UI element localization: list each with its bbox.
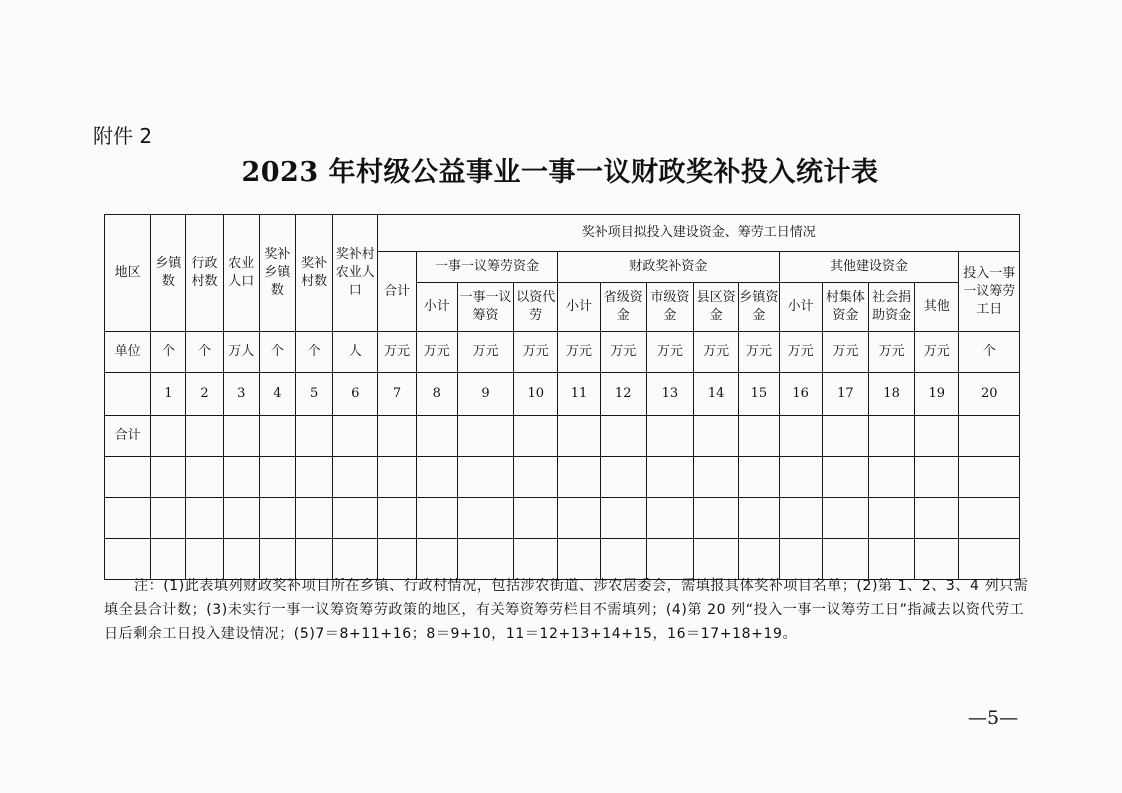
header-group-main: 奖补项目拟投入建设资金、筹劳工日情况 bbox=[378, 215, 1020, 252]
table-note: 注：(1)此表填列财政奖补项目所在乡镇、行政村情况，包括涉农街道、涉农居委会，需填报具体奖补项目名单；(2)第 1、2、3、4 列只需填全县合计数；(3)未实行一事一议筹资筹劳政策的地区，有关筹资筹劳栏目不需填列；(4)第 20 列“投入一事一议筹劳工日”指减去以资代劳工日后剩余工日投入建设情况；(5)7＝8+11+16；8＝9+10，11＝12+13+14+15，16＝17+18+19。 bbox=[104, 578, 1029, 642]
total-row-label: 合计 bbox=[105, 416, 151, 457]
header-group-qita: 其他建设资金 bbox=[779, 252, 959, 283]
header-city-funds: 市级资金 bbox=[646, 283, 693, 332]
header-group-czjb: 财政奖补资金 bbox=[558, 252, 779, 283]
column-number: 5 bbox=[295, 373, 332, 416]
units-row bbox=[105, 332, 1020, 373]
column-number: 15 bbox=[739, 373, 779, 416]
unit-cell: 万元 bbox=[822, 332, 868, 373]
statistics-table bbox=[104, 214, 1020, 580]
header-admin-villages: 行政村数 bbox=[186, 215, 223, 332]
page-title: 2023 年村级公益事业一事一议财政奖补投入统计表 bbox=[241, 157, 879, 188]
header-labor-days: 投入一事一议筹劳工日 bbox=[959, 252, 1020, 332]
column-number: 14 bbox=[694, 373, 739, 416]
column-number: 11 bbox=[558, 373, 600, 416]
unit-cell: 万元 bbox=[779, 332, 822, 373]
header-subtotal: 小计 bbox=[779, 283, 822, 332]
column-number: 17 bbox=[822, 373, 868, 416]
column-number-row bbox=[105, 373, 1020, 416]
header-county-funds: 县区资金 bbox=[694, 283, 739, 332]
header-region: 地区 bbox=[105, 215, 151, 332]
unit-cell: 万元 bbox=[600, 332, 646, 373]
header-agri-pop: 农业人口 bbox=[223, 215, 259, 332]
header-yishi-funds: 一事一议筹资 bbox=[457, 283, 513, 332]
page-number: —5— bbox=[968, 707, 1019, 729]
unit-cell: 万元 bbox=[558, 332, 600, 373]
table-row bbox=[105, 457, 1020, 498]
column-number: 18 bbox=[868, 373, 914, 416]
column-number: 20 bbox=[959, 373, 1020, 416]
unit-cell: 万元 bbox=[646, 332, 693, 373]
header-townships: 乡镇数 bbox=[151, 215, 186, 332]
unit-cell: 万元 bbox=[457, 332, 513, 373]
header-village-funds: 村集体资金 bbox=[822, 283, 868, 332]
column-number: 13 bbox=[646, 373, 693, 416]
header-subtotal: 小计 bbox=[416, 283, 457, 332]
unit-cell: 万人 bbox=[223, 332, 259, 373]
column-number: 9 bbox=[457, 373, 513, 416]
column-number: 3 bbox=[223, 373, 259, 416]
column-number: 10 bbox=[514, 373, 558, 416]
header-donation-funds: 社会捐助资金 bbox=[868, 283, 914, 332]
header-subtotal: 小计 bbox=[558, 283, 600, 332]
attachment-label: 附件 2 bbox=[93, 124, 153, 148]
unit-cell: 万元 bbox=[915, 332, 959, 373]
unit-cell: 万元 bbox=[416, 332, 457, 373]
unit-cell: 万元 bbox=[378, 332, 416, 373]
unit-cell: 万元 bbox=[868, 332, 914, 373]
header-group-yishi: 一事一议筹劳资金 bbox=[416, 252, 558, 283]
header-labor-in-cash: 以资代劳 bbox=[514, 283, 558, 332]
column-number: 4 bbox=[259, 373, 295, 416]
unit-cell: 个 bbox=[259, 332, 295, 373]
total-row bbox=[105, 416, 1020, 457]
column-number: 8 bbox=[416, 373, 457, 416]
header-award-village-agri-pop: 奖补村农业人口 bbox=[333, 215, 378, 332]
unit-cell: 个 bbox=[959, 332, 1020, 373]
unit-cell: 个 bbox=[295, 332, 332, 373]
empty-cell bbox=[105, 373, 151, 416]
column-number: 16 bbox=[779, 373, 822, 416]
column-number: 19 bbox=[915, 373, 959, 416]
unit-cell: 万元 bbox=[694, 332, 739, 373]
table-row bbox=[105, 498, 1020, 539]
unit-cell: 万元 bbox=[514, 332, 558, 373]
column-number: 1 bbox=[151, 373, 186, 416]
unit-cell: 人 bbox=[333, 332, 378, 373]
column-number: 12 bbox=[600, 373, 646, 416]
header-total: 合计 bbox=[378, 252, 416, 332]
header-award-villages: 奖补村数 bbox=[295, 215, 332, 332]
unit-cell: 万元 bbox=[739, 332, 779, 373]
unit-cell: 个 bbox=[186, 332, 223, 373]
units-label: 单位 bbox=[105, 332, 151, 373]
column-number: 7 bbox=[378, 373, 416, 416]
header-award-townships: 奖补乡镇数 bbox=[259, 215, 295, 332]
header-town-funds: 乡镇资金 bbox=[739, 283, 779, 332]
header-prov-funds: 省级资金 bbox=[600, 283, 646, 332]
unit-cell: 个 bbox=[151, 332, 186, 373]
column-number: 6 bbox=[333, 373, 378, 416]
column-number: 2 bbox=[186, 373, 223, 416]
header-other: 其他 bbox=[915, 283, 959, 332]
